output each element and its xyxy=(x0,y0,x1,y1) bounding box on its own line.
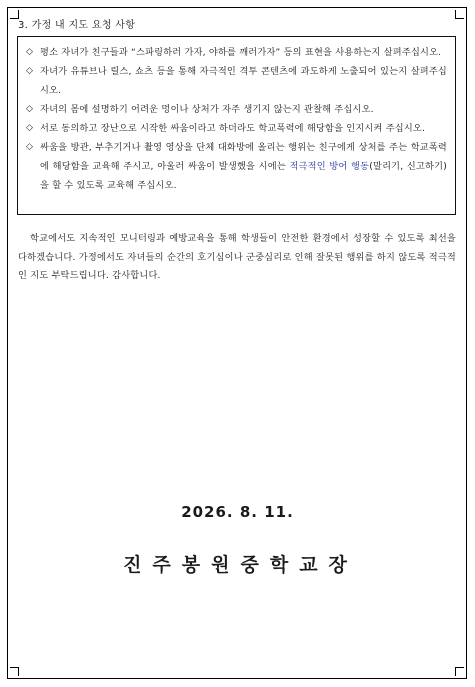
diamond-outline-icon: ◇ xyxy=(26,66,34,76)
request-item-text: 자녀의 몸에 설명하기 어려운 멍이나 상처가 자주 생기지 않는지 관찰해 주십시오. xyxy=(40,104,374,115)
diamond-outline-icon: ◇ xyxy=(26,142,34,152)
page-corner-mark xyxy=(455,10,464,19)
body-paragraph: 학교에서도 지속적인 모니터링과 예방교육을 통해 학생들이 안전한 환경에서 성장할 수 있도록 최선을 다하겠습니다. 가정에서도 자녀들의 순간의 호기심이나 군중심리로 인해 잘못된 행위를 하지 않도록 적극적인 지도 부탁드립니다. 감사합니다. xyxy=(18,233,456,282)
page-corner-mark xyxy=(10,667,19,676)
request-item xyxy=(26,43,447,62)
emphasized-phrase: 적극적인 방어 행동 xyxy=(289,161,370,172)
request-text-part: 싸움을 방관, 부추기거나 촬영 영상을 단체 대화방에 올리는 행위는 친구에게 상처를 주는 학교폭력에 해당함을 교육해 주시고, 아울러 싸움이 발생했을 시에는 xyxy=(40,142,447,172)
document-date: 2026. 8. 11. xyxy=(181,503,294,521)
request-item-text: 평소 자녀가 친구들과 “스파링하러 가자, 야하를 깨러가자” 등의 표현을 사용하는지 살펴주십시오. xyxy=(40,47,442,58)
request-item-text: 자녀가 유튜브나 릴스, 쇼츠 등을 통해 자극적인 격투 콘텐츠에 과도하게 노출되어 있는지 살펴주십시오. xyxy=(40,66,447,96)
request-item xyxy=(26,62,447,100)
request-box xyxy=(17,36,456,215)
page-corner-mark xyxy=(455,667,464,676)
request-item xyxy=(26,119,447,138)
request-item xyxy=(26,100,447,119)
diamond-outline-icon: ◇ xyxy=(26,47,34,57)
request-item-text xyxy=(40,138,447,195)
diamond-outline-icon: ◇ xyxy=(26,104,34,114)
school-signature: 진주봉원중학교장 xyxy=(123,554,358,576)
diamond-outline-icon: ◇ xyxy=(26,123,34,133)
request-item xyxy=(26,138,447,195)
section-heading: 3. 가정 내 지도 요청 사항 xyxy=(18,20,136,31)
request-text-part: (말리기, 신고하기)을 할 수 있도록 교육해 주십시오. xyxy=(40,161,448,191)
request-item-text: 서로 동의하고 장난으로 시작한 싸움이라고 하더라도 학교폭력에 해당함을 인지시켜 주십시오. xyxy=(40,123,426,134)
